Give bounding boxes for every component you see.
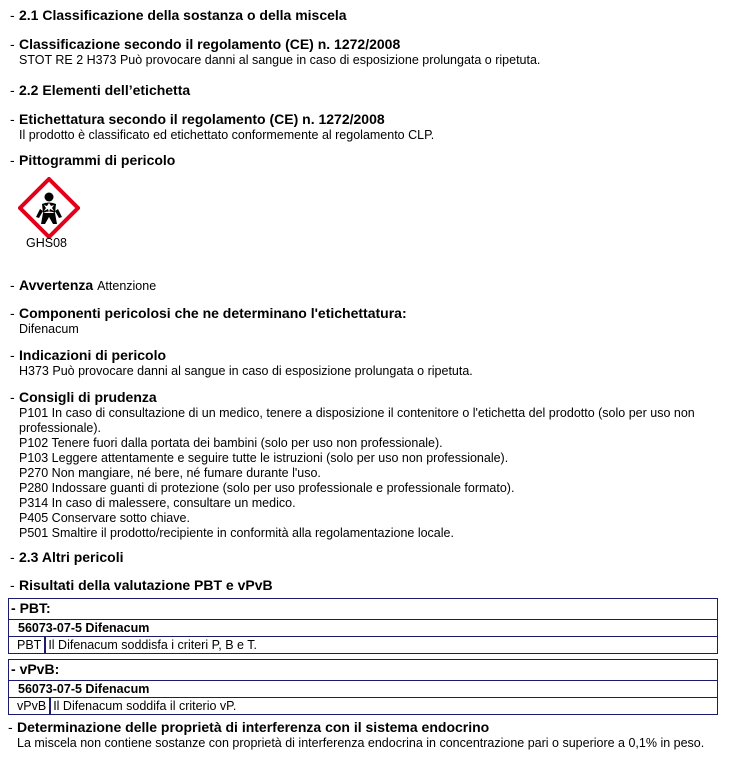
section-title: 2.1 Classificazione della sostanza o della miscela — [19, 7, 347, 23]
precaution-item: P101 In caso di consultazione di un medico, tenere a disposizione il contenitore o l'etichetta del prodotto (solo per uso non professionale). — [19, 406, 695, 435]
pictograms-heading: - Pittogrammi di pericolo — [10, 152, 176, 168]
precautionary-title: Consigli di prudenza — [19, 389, 157, 405]
pbt-table-header: - PBT: — [11, 600, 51, 616]
hazard-statements-text: H373 Può provocare danni al sangue in caso di esposizione prolungata o ripetuta. — [19, 364, 473, 378]
pbt-head-label: PBT: — [19, 600, 51, 616]
vpvb-head-label: vPvB: — [19, 661, 60, 677]
vpvb-code-cell: vPvB — [9, 698, 51, 714]
pbt-result-cell: Il Difenacum soddisfa i criteri P, B e T. — [48, 638, 257, 652]
precautionary-block: - Consigli di prudenza P101 In caso di consultazione di un medico, tenere a disposizione il contenitore o l'etichetta del prodotto (solo per uso non professionale). P102 Tenere fuori dalla portata dei bambini (solo per uso non professionale). P103 Leggere attentamente e seguire tutte le istruzioni (solo per uso non professionale). P270 Non mangiare, né bere, né fumare durante l'uso. P280 Indossare guanti di protezione (solo per uso professionale e professionale formato). P314 In caso di malessere, consultare un medico. P405 Conservare sotto chiave. P501 Smaltire il prodotto/recipiente in conformità alla regolamentazione locale. — [10, 389, 723, 541]
pbt-code-cell: PBT — [9, 637, 46, 653]
labelling-block: - Etichettatura secondo il regolamento (CE) n. 1272/2008 Il prodotto è classificato ed etichettato conformemente al regolamento CLP. — [10, 111, 723, 143]
precaution-item: P405 Conservare sotto chiave. — [19, 511, 190, 525]
pbt-substance-row: 56073-07-5 Difenacum — [9, 619, 717, 636]
hazard-statements-block: - Indicazioni di pericolo H373 Può provocare danni al sangue in caso di esposizione prolungata o ripetuta. — [10, 347, 723, 379]
vpvb-substance-row: 56073-07-5 Difenacum — [9, 680, 717, 697]
precaution-item: P280 Indossare guanti di protezione (solo per uso professionale e professionale formato). — [19, 481, 515, 495]
vpvb-table-header: - vPvB: — [11, 661, 60, 677]
vpvb-result-row — [9, 697, 717, 714]
pbt-evaluation-title: Risultati della valutazione PBT e vPvB — [19, 577, 273, 593]
labelling-text: Il prodotto è classificato ed etichettato conformemente al regolamento CLP. — [19, 128, 435, 142]
endocrine-block: - Determinazione delle proprietà di interferenza con il sistema endocrino La miscela non contiene sostanze con proprietà di interferenza endocrina in concentrazione pari o superiore a 0,1% in peso. — [8, 719, 723, 751]
pictograms-title: Pittogrammi di pericolo — [19, 152, 176, 168]
precaution-item: P314 In caso di malessere, consultare un medico. — [19, 496, 296, 510]
section-2-2-heading: - 2.2 Elementi dell’etichetta — [10, 82, 191, 98]
hazardous-components-block: - Componenti pericolosi che ne determinano l'etichettatura: Difenacum — [10, 305, 723, 337]
section-2-3-heading: - 2.3 Altri pericoli — [10, 549, 124, 565]
classification-title: Classificazione secondo il regolamento (CE) n. 1272/2008 — [19, 36, 401, 52]
precaution-item: P102 Tenere fuori dalla portata dei bambini (solo per uso non professionale). — [19, 436, 443, 450]
section-title: 2.3 Altri pericoli — [19, 549, 124, 565]
endocrine-text: La miscela non contiene sostanze con proprietà di interferenza endocrina in concentrazione pari o superiore a 0,1% in peso. — [17, 736, 705, 750]
section-2-1-heading: - 2.1 Classificazione della sostanza o della miscela — [10, 7, 347, 23]
pbt-evaluation-heading: - Risultati della valutazione PBT e vPvB — [10, 577, 273, 593]
hazardous-components-title: Componenti pericolosi che ne determinano l'etichettatura: — [19, 305, 407, 321]
hazard-statements-title: Indicazioni di pericolo — [19, 347, 167, 363]
classification-block: - Classificazione secondo il regolamento (CE) n. 1272/2008 STOT RE 2 H373 Può provocare danni al sangue in caso di esposizione prolungata o ripetuta. — [10, 36, 723, 68]
hazardous-components-text: Difenacum — [19, 322, 79, 336]
precaution-item: P103 Leggere attentamente e seguire tutte le istruzioni (solo per uso non professionale). — [19, 451, 509, 465]
vpvb-table — [8, 659, 718, 715]
classification-text: STOT RE 2 H373 Può provocare danni al sangue in caso di esposizione prolungata o ripetuta. — [19, 53, 541, 67]
signal-word-line: - Avvertenza Attenzione — [10, 277, 157, 293]
precaution-item: P501 Smaltire il prodotto/recipiente in conformità alla regolamentazione locale. — [19, 526, 454, 540]
pbt-result-row — [9, 636, 717, 653]
labelling-title: Etichettatura secondo il regolamento (CE) n. 1272/2008 — [19, 111, 385, 127]
pictogram-code: GHS08 — [26, 236, 67, 250]
signal-word-value: Attenzione — [97, 279, 157, 293]
health-hazard-pictogram-icon — [18, 177, 80, 239]
signal-word-label: Avvertenza — [19, 277, 94, 293]
pbt-table — [8, 598, 718, 654]
endocrine-title: Determinazione delle proprietà di interferenza con il sistema endocrino — [17, 719, 490, 735]
vpvb-result-cell: Il Difenacum soddifa il criterio vP. — [53, 699, 237, 713]
precaution-item: P270 Non mangiare, né bere, né fumare durante l'uso. — [19, 466, 321, 480]
section-title: 2.2 Elementi dell’etichetta — [19, 82, 191, 98]
